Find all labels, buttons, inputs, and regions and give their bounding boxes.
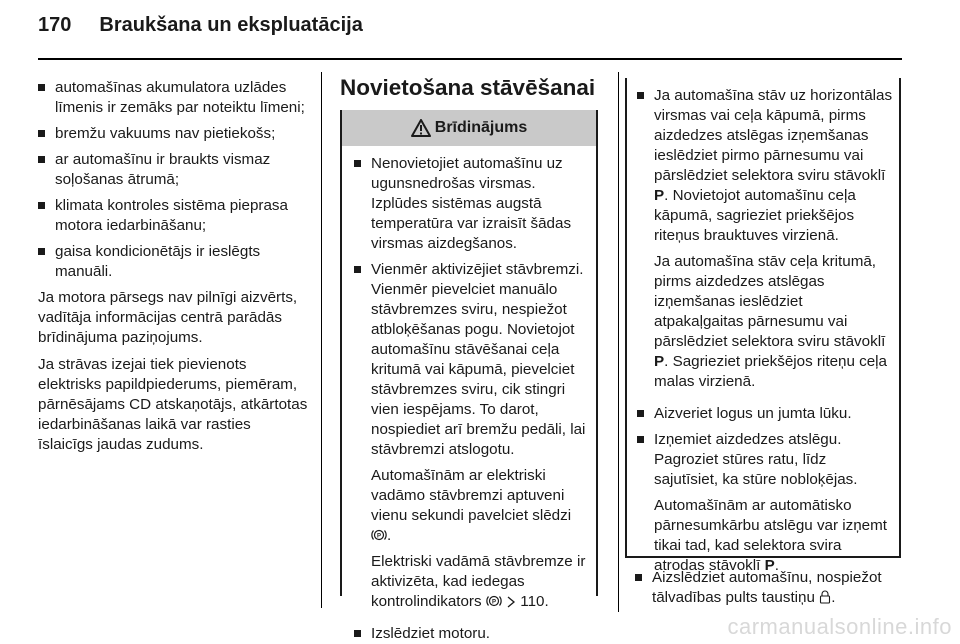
parking-brake-indicator-icon	[486, 594, 502, 608]
page-number: 170	[38, 14, 72, 36]
bullet-square-icon	[38, 156, 45, 163]
page-header	[38, 14, 363, 46]
warning-box-continued	[625, 78, 901, 574]
bullet-square-icon	[637, 92, 644, 99]
watermark: carmanualsonline.info	[727, 614, 952, 639]
list-item: klimata kontroles sistēma pieprasa motora iedarbināšanu;	[38, 196, 308, 236]
parking-brake-icon	[371, 528, 387, 542]
column-divider	[618, 72, 619, 612]
svg-text:P: P	[376, 533, 382, 540]
list-item: Izslēdziet motoru.	[354, 624, 590, 644]
bullet-square-icon	[637, 410, 644, 417]
bullet-square-icon	[637, 436, 644, 443]
warning-body	[342, 146, 596, 644]
warning-header	[342, 110, 596, 146]
list-item: gaisa kondicionētājs ir ieslēgts manuāli.	[38, 242, 308, 282]
header-rule	[38, 58, 902, 60]
bullet-square-icon	[38, 84, 45, 91]
list-item: Ja automašīna stāv uz horizontālas virsmas vai ceļa kāpumā, pirms aizdedzes atslēgas izņemšanas ieslēdziet pirmo pārnesumu vai pārslēdziet selektora sviru stāvoklī P. Novietojot automašīnu ceļa kāpumā, sagrieziet priekšējos riteņus brauktuves virzienā. Ja automašīna stāv ceļa kritumā, pirms aizdedzes atslēgas izņemšanas ieslēdziet atpakaļgaitas pārnesumu vai pārslēdziet selektora sviru stāvoklī P. Sagrieziet priekšējos riteņu ceļa malas virzienā.	[637, 86, 893, 398]
page-reference-arrow-icon	[506, 596, 516, 608]
warning-box	[340, 110, 598, 642]
section-title: Novietošana stāvēšanai	[340, 75, 596, 100]
bullet-square-icon	[354, 160, 361, 167]
bullet-square-icon	[354, 630, 361, 637]
chapter-title: Braukšana un ekspluatācija	[99, 14, 363, 36]
warning-triangle-icon	[411, 119, 431, 137]
list-item: automašīnas akumulatora uzlādes līmenis ir zemāks par noteiktu līmeni;	[38, 78, 308, 118]
list-item: ar automašīnu ir braukts vismaz soļošanas ātrumā;	[38, 150, 308, 190]
list-item: Nenovietojiet automašīnu uz ugunsnedrošas virsmas. Izplūdes sistēmas augstā temperatūra var izraisīt šādas virsmas aizdegšanos.	[354, 154, 590, 254]
bullet-square-icon	[354, 266, 361, 273]
paragraph: Ja strāvas izejai tiek pievienots elektrisks papildpiederums, piemēram, pārnēsājams CD atskaņotājs, atkārtotas iedarbināšanas laikā var rasties īslaicīgs jaudas zudums.	[38, 356, 308, 453]
paragraph: Ja motora pārsegs nav pilnīgi aizvērts, vadītāja informācijas centrā parādās brīdinājuma paziņojums.	[38, 289, 298, 346]
svg-text:P: P	[491, 599, 496, 606]
list-item: Vienmēr aktivizējiet stāvbremzi. Vienmēr pievelciet manuālo stāvbremzes sviru, nespiežot atbloķēšanas pogu. Novietojot automašīnu stāvēšanai ceļa kritumā vai kāpumā, pievelciet stāvbremzes sviru, cik stingri vien iespējams. To darot, nospiediet arī bremžu pedāli, lai stāvbremzi atslogotu. Automašīnām ar elektriski vadāmo stāvbremzi aptuveni vienu sekundi pavelciet slēdzi P . Elektriski vadāmā stāvbremze ir aktivizēta, kad iedegas kontrolindikators P 110.	[354, 260, 590, 618]
list-item: Aizveriet logus un jumta lūku.	[637, 404, 893, 424]
list-item: bremžu vakuums nav pietiekošs;	[38, 124, 308, 144]
bullet-square-icon	[38, 248, 45, 255]
warning-title: Brīdinājums	[434, 119, 528, 136]
column-divider	[321, 72, 322, 608]
list-item: Aizslēdziet automašīnu, nospiežot tālvadības pults taustiņu .	[635, 568, 905, 614]
list-item: Izņemiet aizdedzes atslēgu. Pagroziet stūres ratu, līdz sajutīsiet, ka stūre nobloķējas. Automašīnām ar automātisko pārnesumkārbu atslēgu var izņemt tikai tad, kad selektora svira atrodas stāvoklī P.	[637, 430, 893, 582]
bullet-square-icon	[635, 574, 642, 581]
column-1	[38, 78, 308, 462]
lock-icon	[819, 590, 831, 604]
bullet-square-icon	[38, 130, 45, 137]
bullet-square-icon	[38, 202, 45, 209]
